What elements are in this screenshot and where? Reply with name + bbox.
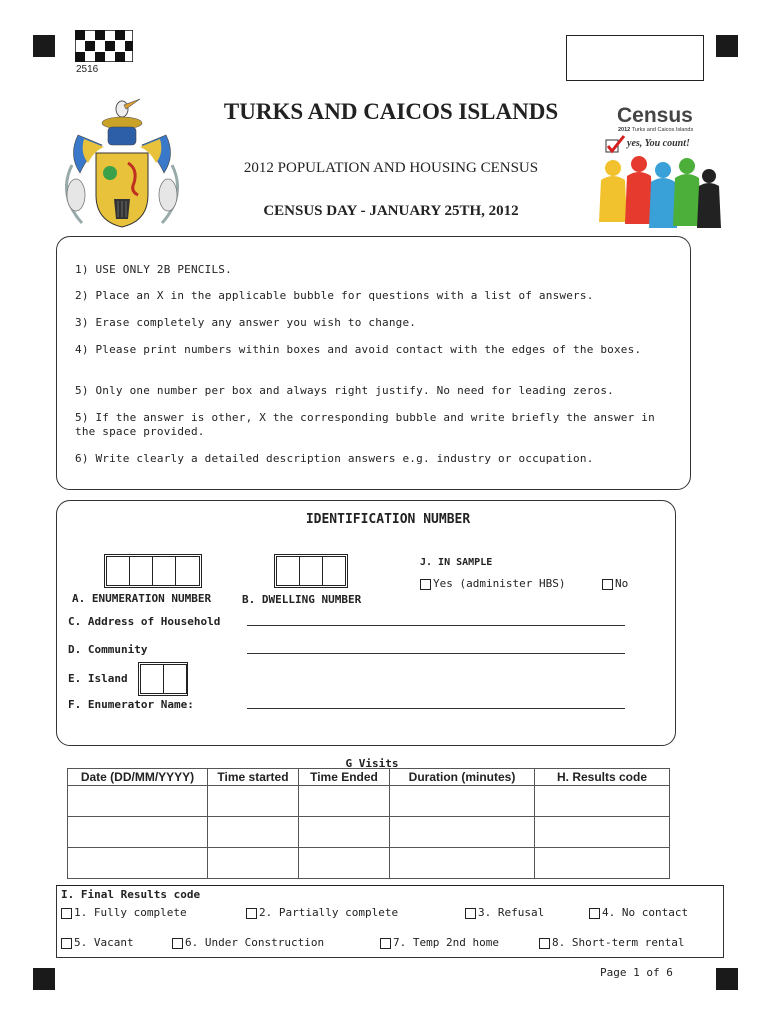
visit-row-1	[68, 786, 670, 817]
result-no-contact-label: 4. No contact	[602, 906, 689, 919]
census-logo-tagline	[618, 127, 693, 133]
visits-header-duration: Duration (minutes)	[390, 769, 535, 786]
instruction-4: 4) Please print numbers within boxes and avoid contact with the edges of the boxes.	[75, 343, 642, 356]
result-temp-2nd-home-checkbox[interactable]	[380, 938, 391, 949]
census-logo-year: 2012	[618, 127, 631, 133]
final-results-title: I. Final Results code	[61, 888, 201, 901]
registration-mark-top-right	[716, 35, 738, 57]
visits-header-time-started: Time started	[208, 769, 299, 786]
registration-mark-bottom-left	[33, 968, 55, 990]
enumerator-name-label: F. Enumerator Name:	[68, 698, 194, 711]
enumerator-name-input-line[interactable]	[247, 708, 625, 709]
census-people-logo	[595, 150, 723, 230]
island-label: E. Island	[68, 672, 128, 685]
office-use-box	[566, 35, 704, 81]
census-slogan: yes, You count!	[627, 138, 690, 149]
visit-2-date[interactable]	[68, 817, 208, 848]
result-no-contact-checkbox[interactable]	[589, 908, 600, 919]
visit-2-time-started[interactable]	[208, 817, 299, 848]
dwelling-digit-1[interactable]	[276, 556, 300, 586]
visit-1-results-code[interactable]	[535, 786, 670, 817]
visit-3-date[interactable]	[68, 848, 208, 879]
result-vacant-label: 5. Vacant	[74, 936, 134, 949]
page-title: TURKS AND CAICOS ISLANDS	[223, 99, 559, 124]
visits-header-results-code: H. Results code	[535, 769, 670, 786]
dwelling-number-label: B. DWELLING NUMBER	[242, 593, 362, 606]
instruction-6: 5) If the answer is other, X the corresponding bubble and write briefly the answer in the space provided.	[75, 411, 655, 438]
result-short-term-rental-checkbox[interactable]	[539, 938, 550, 949]
visit-row-2	[68, 817, 670, 848]
registration-mark-bottom-right	[716, 968, 738, 990]
instruction-7: 6) Write clearly a detailed description answers e.g. industry or occupation.	[75, 452, 594, 465]
result-under-construction-checkbox[interactable]	[172, 938, 183, 949]
island-digit-1[interactable]	[140, 664, 164, 694]
visits-header-time-ended: Time Ended	[299, 769, 390, 786]
in-sample-yes-checkbox[interactable]	[420, 579, 431, 590]
census-logo-country: Turks and Caicos Islands	[631, 127, 694, 133]
visit-3-time-started[interactable]	[208, 848, 299, 879]
result-refusal-checkbox[interactable]	[465, 908, 476, 919]
visit-3-results-code[interactable]	[535, 848, 670, 879]
enumeration-digit-4[interactable]	[175, 556, 200, 586]
in-sample-no-checkbox[interactable]	[602, 579, 613, 590]
community-label: D. Community	[68, 643, 148, 656]
instruction-3: 3) Erase completely any answer you wish to change.	[75, 316, 417, 329]
address-input-line[interactable]	[247, 625, 625, 626]
visit-2-time-ended[interactable]	[299, 817, 390, 848]
instruction-2: 2) Place an X in the applicable bubble for questions with a list of answers.	[75, 289, 594, 302]
result-vacant-checkbox[interactable]	[61, 938, 72, 949]
result-short-term-rental-label: 8. Short-term rental	[552, 936, 685, 949]
form-barcode	[75, 30, 133, 62]
enumeration-number-label: A. ENUMERATION NUMBER	[72, 592, 212, 605]
census-subtitle: 2012 POPULATION AND HOUSING CENSUS	[243, 160, 539, 176]
visits-header-date: Date (DD/MM/YYYY)	[68, 769, 208, 786]
visit-row-3	[68, 848, 670, 879]
dwelling-digit-3[interactable]	[322, 556, 346, 586]
result-partially-complete-label: 2. Partially complete	[259, 906, 399, 919]
coat-of-arms-emblem	[58, 95, 186, 230]
in-sample-label: J. IN SAMPLE	[420, 557, 493, 568]
in-sample-yes-label: Yes (administer HBS)	[433, 577, 566, 590]
visits-table	[67, 768, 670, 879]
visit-2-results-code[interactable]	[535, 817, 670, 848]
visit-3-time-ended[interactable]	[299, 848, 390, 879]
visit-1-time-ended[interactable]	[299, 786, 390, 817]
address-label: C. Address of Household	[68, 615, 221, 628]
visit-1-duration[interactable]	[390, 786, 535, 817]
island-digit-2[interactable]	[163, 664, 187, 694]
dwelling-digit-2[interactable]	[299, 556, 323, 586]
visit-1-time-started[interactable]	[208, 786, 299, 817]
visit-2-duration[interactable]	[390, 817, 535, 848]
instruction-5: 5) Only one number per box and always right justify. No need for leading zeros.	[75, 384, 614, 397]
visits-title: G Visits	[345, 757, 399, 770]
census-logo-word: Census	[617, 104, 693, 127]
visits-header-row	[68, 769, 670, 786]
result-temp-2nd-home-label: 7. Temp 2nd home	[393, 936, 499, 949]
census-day: CENSUS DAY - JANUARY 25TH, 2012	[263, 203, 519, 219]
instruction-1: 1) USE ONLY 2B PENCILS.	[75, 263, 232, 276]
registration-mark-top-left	[33, 35, 55, 57]
page-number: Page 1 of 6	[600, 966, 673, 979]
visit-3-duration[interactable]	[390, 848, 535, 879]
enumeration-digit-2[interactable]	[129, 556, 153, 586]
community-input-line[interactable]	[247, 653, 625, 654]
result-partially-complete-checkbox[interactable]	[246, 908, 257, 919]
result-under-construction-label: 6. Under Construction	[185, 936, 325, 949]
enumeration-digit-3[interactable]	[152, 556, 176, 586]
identification-title: IDENTIFICATION NUMBER	[305, 512, 471, 527]
result-refusal-label: 3. Refusal	[478, 906, 545, 919]
result-fully-complete-label: 1. Fully complete	[74, 906, 187, 919]
in-sample-no-label: No	[615, 577, 629, 590]
result-fully-complete-checkbox[interactable]	[61, 908, 72, 919]
form-code: 2516	[76, 64, 99, 75]
enumeration-digit-1[interactable]	[106, 556, 130, 586]
visit-1-date[interactable]	[68, 786, 208, 817]
instructions-box	[56, 236, 691, 490]
